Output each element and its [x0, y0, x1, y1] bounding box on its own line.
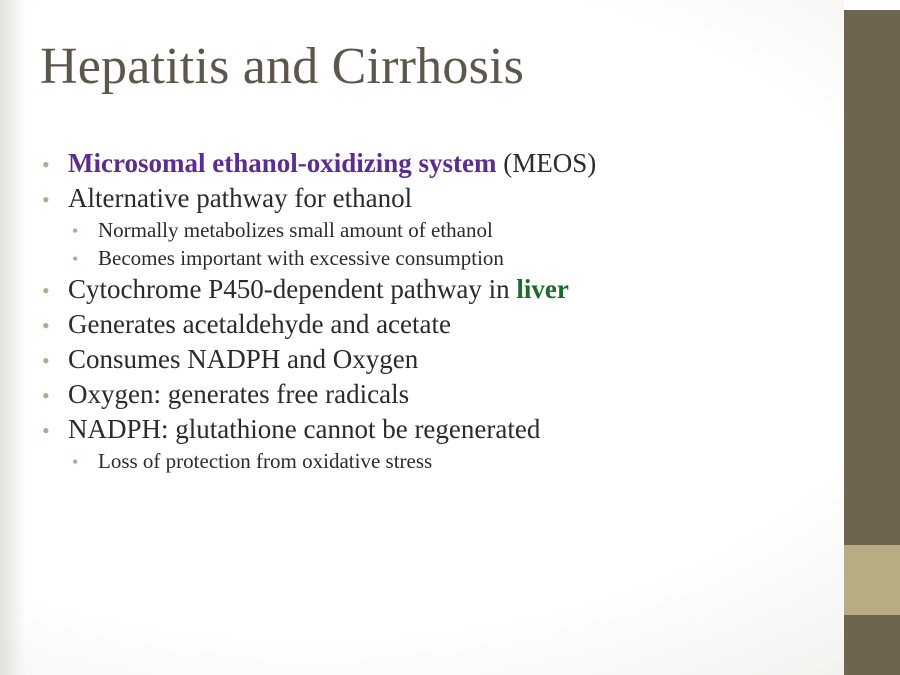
bullet-marker-icon: • [42, 187, 50, 212]
bullet-item [42, 346, 812, 373]
plain-text: Oxygen: generates free radicals [68, 379, 410, 409]
bullet-marker-icon: • [42, 278, 50, 303]
bullet-item [42, 381, 812, 408]
sidebar-band-top [844, 0, 900, 10]
bullet-marker-icon: • [42, 383, 50, 408]
bullet-marker-icon: • [72, 452, 79, 472]
bullet-item [72, 248, 812, 269]
bullet-item [42, 276, 812, 303]
bullet-marker-icon: • [72, 249, 79, 269]
bullet-marker-icon: • [42, 348, 50, 373]
bullet-marker-icon: • [42, 313, 50, 338]
plain-text: Becomes important with excessive consumption [98, 246, 504, 270]
plain-text: NADPH: glutathione cannot be regenerated [68, 414, 541, 444]
bullet-marker-icon: • [42, 152, 50, 177]
bullet-text [68, 381, 409, 408]
emphasis-text-green: liver [516, 274, 569, 304]
bullet-marker-icon: • [72, 221, 79, 241]
sidebar-band-accent [844, 545, 900, 615]
bullet-text [68, 276, 569, 303]
bullet-item [42, 416, 812, 443]
bullet-text [98, 220, 493, 241]
bullet-text [98, 451, 432, 472]
slide-title: Hepatitis and Cirrhosis [40, 38, 525, 95]
sidebar-band-bottom [844, 615, 900, 675]
bullet-item [72, 451, 812, 472]
emphasis-text-purple: Microsomal ethanol-oxidizing system [68, 148, 497, 178]
bullet-marker-icon: • [42, 418, 50, 443]
decorative-sidebar [844, 0, 900, 675]
bullet-item [42, 311, 812, 338]
bullet-text [68, 346, 418, 373]
plain-text: Normally metabolizes small amount of ethanol [98, 218, 493, 242]
bullet-item [72, 220, 812, 241]
plain-text: Cytochrome P450-dependent pathway in [68, 274, 517, 304]
bullet-text [68, 311, 451, 338]
left-edge-shading [0, 0, 26, 675]
plain-text: Consumes NADPH and Oxygen [68, 344, 419, 374]
bullet-text [68, 416, 540, 443]
plain-text: Generates acetaldehyde and acetate [68, 309, 451, 339]
bullet-text [68, 150, 596, 177]
bullet-text [98, 248, 504, 269]
slide-body-list [42, 150, 812, 479]
sidebar-band-main [844, 10, 900, 545]
bullet-item [42, 185, 812, 212]
bullet-item [42, 150, 812, 177]
bullet-text [68, 185, 412, 212]
plain-text: Alternative pathway for ethanol [68, 183, 413, 213]
plain-text: (MEOS) [496, 148, 597, 178]
plain-text: Loss of protection from oxidative stress [98, 449, 433, 473]
